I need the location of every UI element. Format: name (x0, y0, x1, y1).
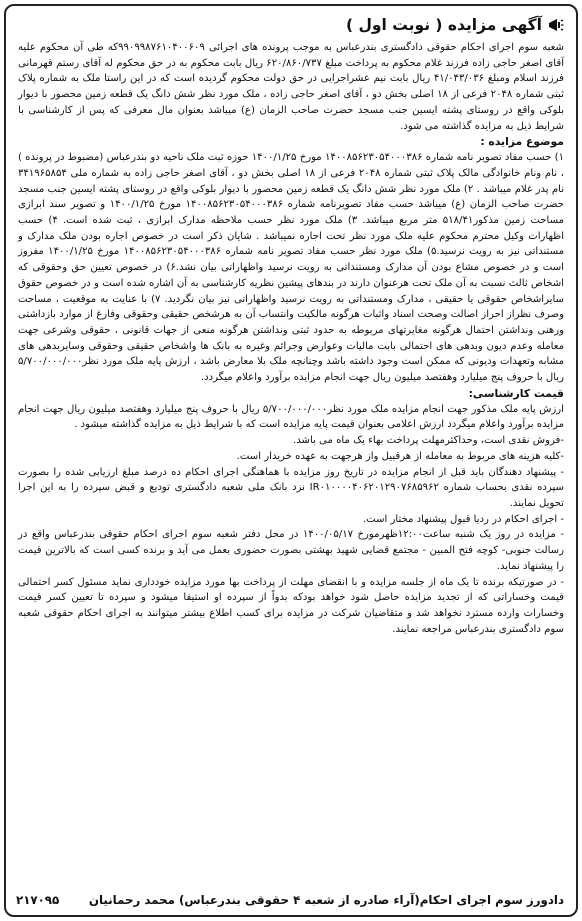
announcement-footer (16, 891, 564, 909)
announcement-header (18, 12, 564, 38)
condition-item: -فروش نقدی است، وحداکثرمهلت پرداخت بهاء یک ماه می باشد. (293, 435, 564, 447)
announcement-body (18, 40, 564, 637)
condition-item: - مزایده در روز یک شنبه ساعت۱۲:۰۰ظهرمورخ ۱۴۰۰/۰۵/۱۷ در محل دفتر شعبه سوم اجرای احکام حقوقی بندرعباس واقع در رسالت جنوبی- کوچه فتح المبین - مجتمع قضایی شهید بهشتی بصورت حضوری بعمل می آید و برنده کسی است که بالاترین قیمت را پیشنهاد نماید. (18, 529, 564, 572)
subject-paragraph: ۱) حسب مفاد تصویر نامه شماره ۱۴۰۰۸۵۶۲۳۰۵۴۰۰۰۳۸۶ مورخ ۱۴۰۰/۱/۲۵ حوزه ثبت ملک ناحیه دو بندرعباس (مضبوط در پرونده ) ، نام ونام خانوادگی مالک پلاک ثبتی شماره ۲۰۴۸ فرعی از ۱۸ اصلی بخش دو ، آقای اصغر حاجی زاده به شماره ملی ۳۴۱۹۶۵۸۵۴ نام پدر غلام میباشد . ۲) ملک مورد نظر شش دانگ یک قطعه زمین محصور با دیوار بلوکی واقع در روستای پشته ایسین جنب مسجد حضرت صاحب الزمان (ع) میباشد حسب مفاد تصویرنامه شماره ۱۴۰۰۸۵۶۲۳۰۵۴۰۰۰۳۸۶ مورخ ۱۴۰۰/۱/۲۵ و تصویر سند ابرازی مساحت زمین مذکور۵۱۸/۴۱ متر مربع میباشد. ۳) ملک مورد نظر حسب ملاحظه مدارک ابرازی ، ثبت شده است. ۴) حسب اظهارات وکیل محترم محکوم علیه ملک مورد نظر تحت اجاره نمیباشد . شایان ذکر است در خصوص اجاره بودن ملک مدارک و مستنداتی نیز به رویت نرسید.۵) ملک مورد نظر حسب مفاد تصویر نامه شماره ۱۴۰۰۸۵۶۲۳۰۵۴۰۰۰۳۸۶ مورخ ۱۴۰۰/۱/۲۵ مفروز است و در خصوص مشاع بودن آن مدارک ومستنداتی به رویت نرسید واظهاراتی بیان نشد.۶) در خصوص تعیین حق وحقوقی که اشخاص ثالث نسبت به آن ملک تحت هرعنوان دارند در بندهای پیشین نظریه کارشناسی به آن اشاره شده است و در خصوص حقوق سایراشخاص حقوقی یا حقیقی ، مدارک ومستنداتی به رویت نرسید واظهاراتی نیز بیان نگردید. ۷) با عنایت به موقعیت ، مساحت وصرف نظراز احراز اصالت وصحت اسناد واثبات هرگونه مالکیت وانتساب آن به هرشخص حقیقی وحقوقی وفارغ از موارد بازداشتی ورهنی ونداشتن احتمال هرگونه مغایرتهای مربوطه به حدود ثبتی ونداشتن هرگونه منعی از جهات قانونی ، حقوقی وشرعی جهت معامله وعدم دیون وبدهی های احتمالی بابت مالیات وعوارض وجرائم وغیره به بانک ها واشخاص حقیقی وحقوقی وسایربدهی های مشابه وتعهدات ودیونی که ممکن است وجود داشته باشد وچنانچه ملک بلا معارض باشد ، ارزش پایه ملک مورد نظر۵/۷۰۰/۰۰۰/۰۰۰ ریال با حروف پنج میلیارد وهفتصد میلیون ریال جهت انجام مزایده برآورد واعلام میگردد. (18, 152, 565, 384)
signature-line: دادورز سوم اجرای احکام(آراء صادره از شعبه ۴ حقوقی بندرعباس) محمد رحمانیان (88, 893, 564, 907)
condition-item: - اجرای احکام در ردیا قبول پیشنهاد مختار است. (362, 513, 564, 525)
announcement-icon (548, 17, 564, 33)
subject-heading: موضوع مزایده : (480, 135, 564, 149)
expert-price-paragraph: ارزش پایه ملک مذکور جهت انجام مزایده ملک مورد نظر۵/۷۰۰/۰۰۰/۰۰۰ ریال با حروف پنج میلیارد وهفتصد میلیون ریال جهت انجام مزایده برآورد واعلام میگردد ارزش اعلامی بعنوان قیمت پایه مزایده است که با شرایط ذیل به مزایده گذاشته میشود . (18, 403, 564, 431)
announcement-code: ۲۱۷۰۹۵ (16, 893, 60, 907)
intro-paragraph: شعبه سوم اجرای احکام حقوقی دادگستری بندرعباس به موجب پرونده های اجرائی ۹۹۰۹۹۸۷۶۱۰۴۰۰۶۰۹که طی آن محکوم علیه آقای اصغر حاجی زاده فرزند غلام محکوم به پرداخت مبلغ ۶۲۰/۸۶۰/۷۳۷ ریال بابت محکوم به در حق محکوم له آقای رستم قهرمانی فرزند اسلام ومبلغ ۴۱/۰۴۳/۰۳۶ ریال بابت نیم عشراجرایی در حق دولت محکوم گردیده است که در این راستا ملک به شماره پلاک ثبتی شماره ۲۰۴۸ فرعی از ۱۸ اصلی بخش دو ، آقای اصغر حاجی زاده ، ملک مورد نظر شش دانگ یک قطعه زمین محصور با دیوار بلوکی واقع در روستای پشته ایسین جنب مسجد حضرت صاحب الزمان (ع) میباشد بعنوان مال معرفی که پس از کارشناسی با شرایط ذیل به مزایده گذاشته می شود. (18, 42, 565, 132)
condition-item: - در صورتیکه برنده تا یک ماه از جلسه مزایده و با انقضای مهلت از پرداخت بها مورد مزایده خودداری نماید مسئول کسر احتمالی قیمت وخساراتی که از تجدید مزایده حاصل شود خواهد بودکه بدواً از سپرده او استیفا میشود و سپرده تا تعیین کسر قیمت وخسارات وارده مسترد نخواهد شد و متقاضیان شرکت در مزایده برای کسب اطلاع بیشتر میتوانند به اجرای احکام حقوقی شعبه سوم دادگستری بندرعباس مراجعه نمایند. (18, 576, 564, 635)
condition-item: - پیشنهاد دهندگان باید قبل از انجام مزایده در تاریخ روز مزایده با هماهنگی اجرای احکام ده درصد مبلغ ارزیابی شده را بصورت سپرده نقدی بحساب شماره IR۰۱۰۰۰۰۴۰۶۲۰۱۲۹۰۷۶۸۵۹۶۲ نزد بانک ملی شعبه دادگستری تودیع و قبض سپرده را به این اجرا تحویل نمایند. (18, 466, 564, 509)
expert-price-heading: قیمت کارشناسی: (468, 386, 564, 400)
announcement-title: آگهی مزایده ( نوبت اول ) (345, 16, 542, 34)
condition-item: -کلیه هزینه های مربوط به معامله از هرقبیل واز هرجهت به عهده خریدار است. (236, 450, 564, 462)
announcement-page (4, 4, 578, 917)
